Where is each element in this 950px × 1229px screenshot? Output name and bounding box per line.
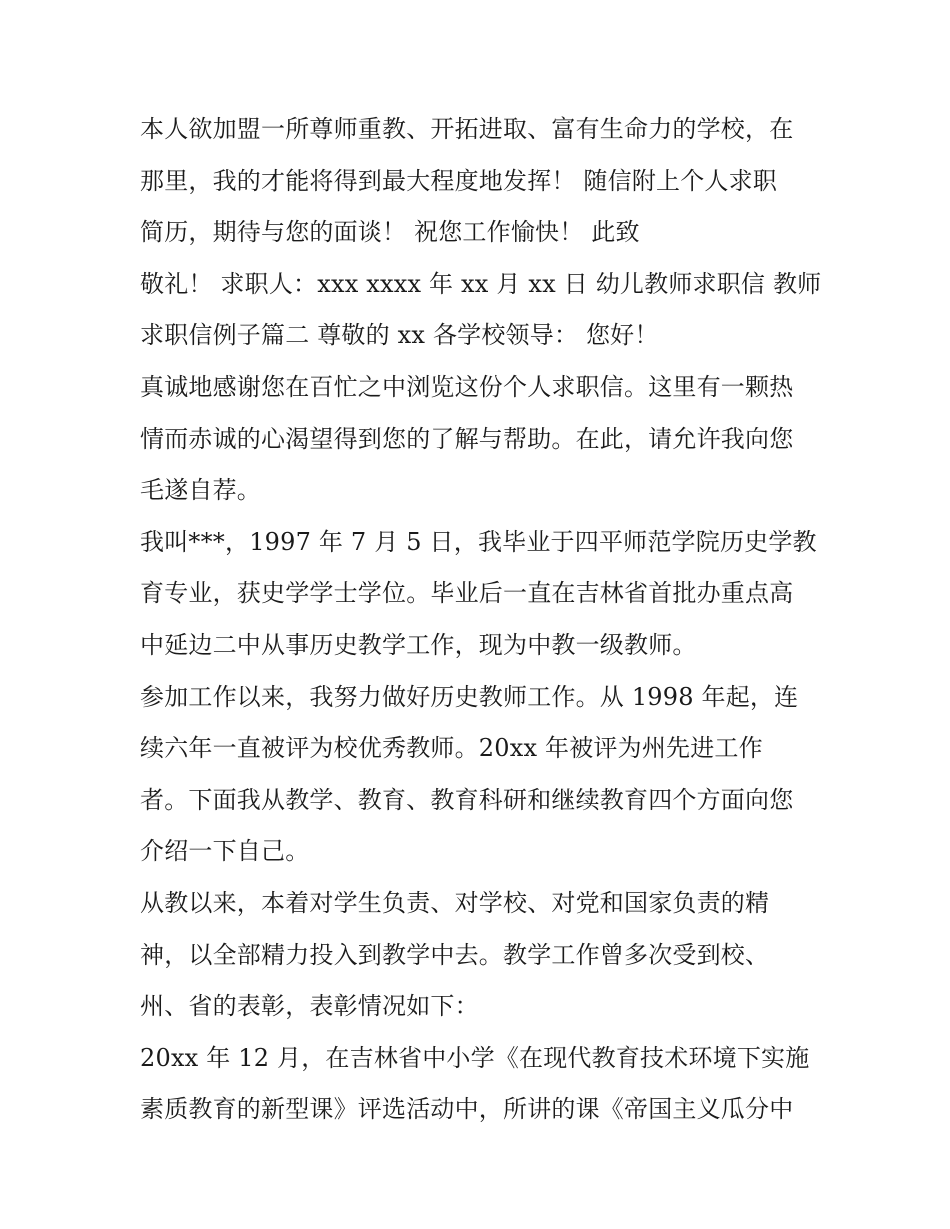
text-line: 介绍一下自己。: [140, 837, 310, 866]
text-line: 神，以全部精力投入到教学中去。教学工作曾多次受到校、: [140, 940, 770, 969]
text-line: 20xx 年 12 月，在吉林省中小学《在现代教育技术环境下实施: [140, 1043, 810, 1072]
text-line: 素质教育的新型课》评选活动中，所讲的课《帝国主义瓜分中: [140, 1095, 794, 1124]
text-line: 求职信例子篇二 尊敬的 xx 各学校领导： 您好！: [140, 321, 659, 350]
text-line: 续六年一直被评为校优秀教师。20xx 年被评为州先进工作: [140, 734, 763, 763]
text-line: 毛遂自荐。: [140, 476, 261, 505]
text-line: 情而赤诚的心渴望得到您的了解与帮助。在此，请允许我向您: [140, 424, 794, 453]
text-line: 中延边二中从事历史教学工作，现为中教一级教师。: [140, 630, 697, 659]
text-line: 者。下面我从教学、教育、教育科研和继续教育四个方面向您: [140, 785, 794, 814]
text-line: 简历，期待与您的面谈！ 祝您工作愉快！ 此致: [140, 218, 640, 247]
text-line: 那里，我的才能将得到最大程度地发挥！ 随信附上个人求职: [140, 166, 778, 195]
text-line: 本人欲加盟一所尊师重教、开拓进取、富有生命力的学校，在: [140, 115, 794, 143]
text-line: 州、省的表彰，表彰情况如下：: [140, 992, 479, 1021]
text-line: 敬礼！ 求职人：xxx xxxx 年 xx 月 xx 日 幼儿教师求职信 教师: [140, 269, 822, 298]
text-line: 真诚地感谢您在百忙之中浏览这份个人求职信。这里有一颗热: [140, 372, 794, 401]
text-line: 育专业，获史学学士学位。毕业后一直在吉林省首批办重点高: [140, 579, 794, 608]
text-line: 参加工作以来，我努力做好历史教师工作。从 1998 年起，连: [140, 682, 799, 711]
letter-body: [140, 104, 820, 1136]
text-line: 我叫***，1997 年 7 月 5 日，我毕业于四平师范学院历史学教: [140, 527, 817, 556]
text-line: 从教以来，本着对学生负责、对学校、对党和国家负责的精: [140, 888, 770, 917]
